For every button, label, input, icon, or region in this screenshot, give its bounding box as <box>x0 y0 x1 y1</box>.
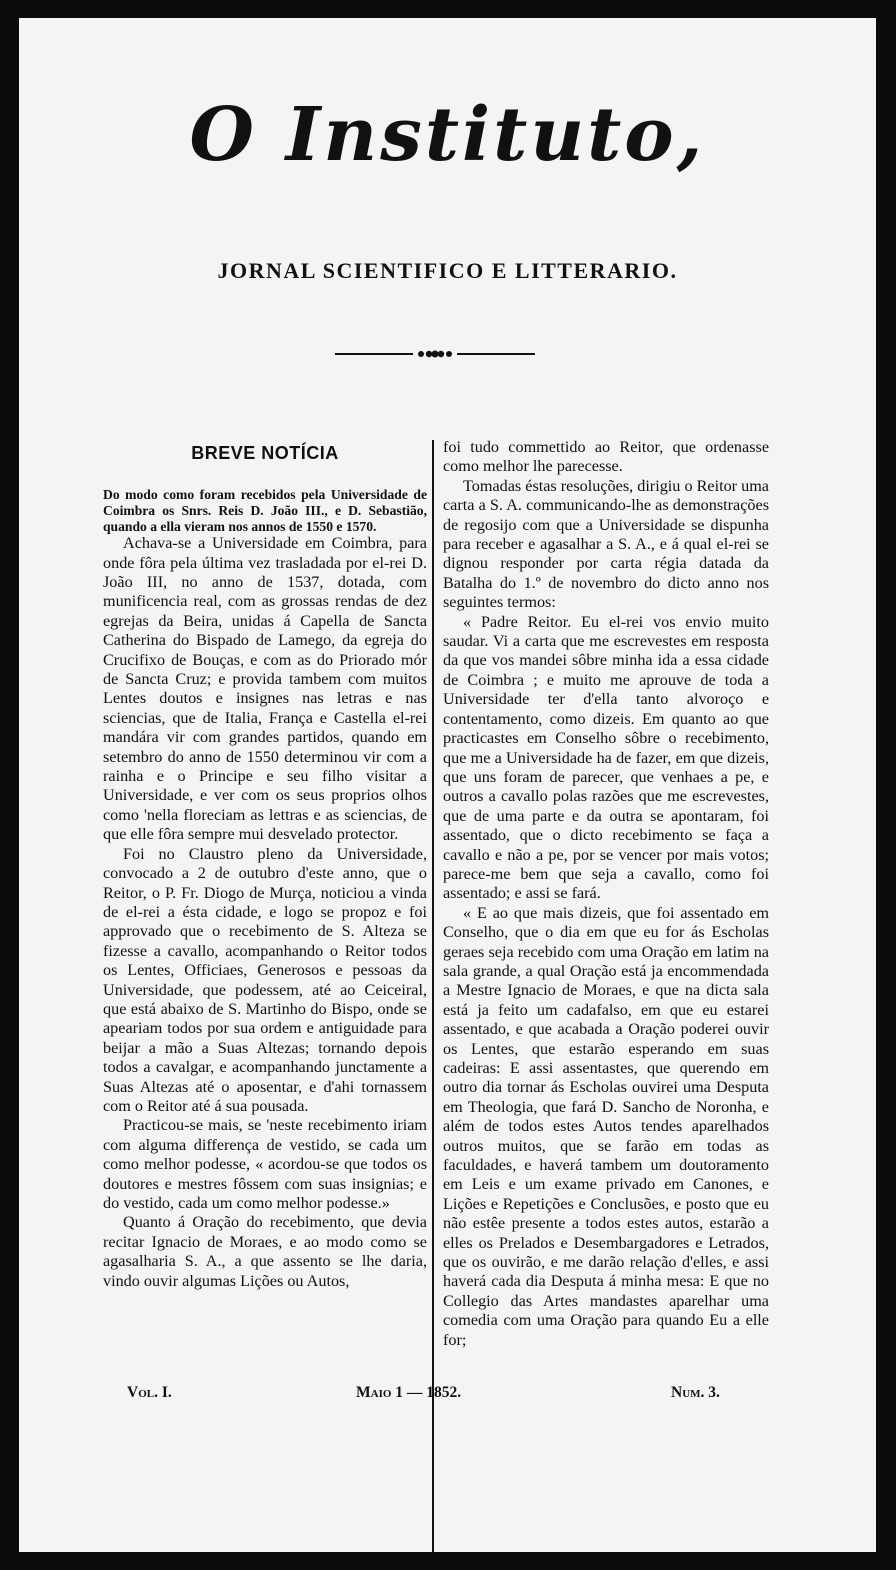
newspaper-page <box>19 18 876 1552</box>
left-column <box>103 438 427 1291</box>
article-lead: Do modo como foram recebidos pela Universidade de Coimbra os Snrs. Reis D. João III., e D. Sebastião, quando a ella vieram nos annos de 1550 e 1570. <box>103 487 427 534</box>
footer-date: Maio 1 — 1852. <box>356 1384 462 1401</box>
ornament-divider <box>335 344 535 364</box>
right-column <box>443 438 769 1350</box>
masthead-title: O Instituto, <box>189 92 706 178</box>
paragraph: Practicou-se mais, se 'neste recebimento iriam com alguma differença de vestido, se cada um como melhor podesse, « acordou-se que todos os doutores e mestres fôssem com suas insignias; e do vestido, cada um como melhor podesse.» <box>103 1116 427 1212</box>
footer-volume: Vol. I. <box>127 1384 172 1401</box>
paragraph: Tomadas éstas resoluções, dirigiu o Reitor uma carta a S. A. communicando-lhe as demonstrações de regosijo com que a Universidade se dispunha para receber e agasalhar a S. A., e á qual el-rei se dignou responder por carta régia datada da Batalha do 1.º de novembro do dicto anno nos seguintes termos: <box>443 476 769 612</box>
article-heading: BREVE NOTÍCIA <box>191 443 339 463</box>
paragraph: « Padre Reitor. Eu el-rei vos envio muito saudar. Vi a carta que me escrevestes em resposta da que vos mandei sôbre minha ida a essa cidade de Coimbra ; e muito me aprouve de toda a Universidade ter d'ella tanto alvoroço e contentamento, como dizeis. Em quanto ao que practicastes em Conselho sôbre o recebimento, que me a Universidade ha de fazer, em que dizeis, que uns foram de parecer, que venhaes a pe, e outros a cavallo polas razões que me escrevestes, que de uma parte e da outra se apontaram, foi assentado, que o dicto recebimento se faça a cavallo e não a pe, por se vencer por mais votos; parece-me bem que seja a cavallo, como foi assentado; e assi se fará. <box>443 612 769 903</box>
footer-number: Num. 3. <box>671 1384 720 1401</box>
masthead-subtitle: JORNAL SCIENTIFICO E LITTERARIO. <box>217 258 678 283</box>
paragraph: Achava-se a Universidade em Coimbra, para onde fôra pela última vez trasladada por el-rei D. João III, no anno de 1537, dotada, com munificencia real, com as grossas rendas de dez egrejas da Beira, unidas á Capella de Sancta Catherina do Bispado de Lamego, da egreja do Crucifixo de Bouças, e com as do Priorado mór de Sancta Cruz; e provida tambem com muitos Lentes doutos e insignes nas letras e nas sciencias, que de Italia, França e Castella el-rei mandára vir com grandes partidos, quando em setembro do anno de 1550 determinou vir com a rainha e o Principe e seu filho visitar a Universidade, e ver com os seus proprios olhos como 'nella floreciam as lettras e as sciencias, de que elle fôra sempre mui desvelado protector. <box>103 534 427 844</box>
paragraph: foi tudo commettido ao Reitor, que ordenasse como melhor lhe parecesse. <box>443 438 769 476</box>
paragraph: Quanto á Oração do recebimento, que devia recitar Ignacio de Moraes, e ao modo como se agasalharia S. A., a que assento se lhe daria, vindo ouvir algumas Lições ou Autos, <box>103 1213 427 1290</box>
paragraph: « E ao que mais dizeis, que foi assentado em Conselho, que o dia em que eu for ás Escholas geraes seja recebido com uma Oração em latim na sala grande, a qual Oração está ja encommendada a Mestre Ignacio de Moraes, e que na dicta sala está ja feito um cadafalso, em que eu estarei assentado, e que acabada a Oração poderei ouvir os Lentes, que estarão esperando em suas cadeiras: E assi assentastes, que querendo em outro dia tornar ás Escholas ouvirei uma Desputa em Theologia, que fará D. Sancho de Noronha, e além de todos estes Autos tendes aparelhados outros muitos, que se farão em todas as faculdades, e haverá tambem um doutoramento em Leis e um exame privado em Canones, e Lições e Repetições e Conclusões, e posto que eu não estêe presente a todos estes autos, estarão a elles os Prelados e Desembargadores e Letrados, que os ouvirão, e me darão relação d'elles, e assi haverá cada dia Desputa á minha mesa: E que no Collegio das Artes mandastes aparelhar uma comedia com uma Oração para quando Eu a elle for; <box>443 903 769 1349</box>
paragraph: Foi no Claustro pleno da Universidade, convocado a 2 de outubro d'este anno, que o Reitor, o P. Fr. Diogo de Murça, noticiou a vinda de el-rei a ésta cidade, e logo se propoz e foi approvado que o recebimento de S. Alteza se fizesse a cavallo, acompanhando o Reitor todos os Lentes, Officiaes, Generosos e pessoas da Universidade, que podessem, até ao Ceiceiral, que está abaixo de S. Martinho do Bispo, onde se apeariam todos por sua ordem e antiguidade para beijar a mão a Suas Altezas; tornando depois todos a cavalgar, e acompanhando junctamente a Suas Altezas até o aposentar, e d'ahi tornassem com o Reitor até á sua pousada. <box>103 844 427 1115</box>
